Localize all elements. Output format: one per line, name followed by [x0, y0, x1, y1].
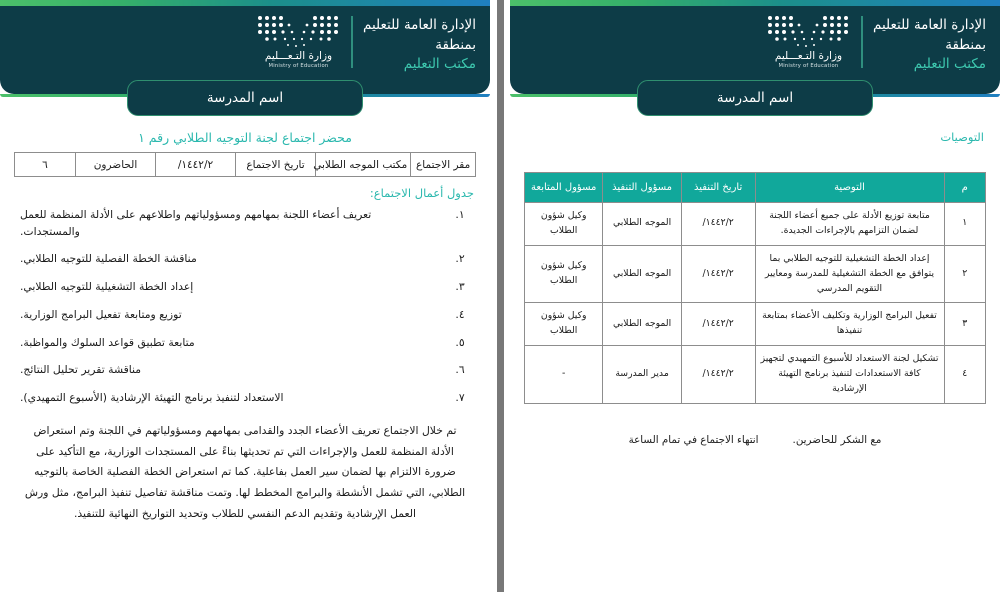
cell-date: ١٤٤٢/٢/ [681, 303, 755, 346]
department-line-1: الإدارة العامة للتعليم [872, 17, 986, 33]
list-item [20, 279, 472, 296]
cell-date: ١٤٤٢/٢/ [681, 203, 755, 246]
education-office-label: مكتب التعليم [913, 56, 986, 73]
footer-end-time: انتهاء الاجتماع في تمام الساعة [628, 433, 759, 446]
cell-recommendation: متابعة توزيع الأدلة على جميع أعضاء اللجنة لضمان التزامهم بالإجراءات الجديدة. [755, 203, 944, 246]
department-block [873, 10, 986, 75]
agenda-item-text: الاستعداد لتنفيذ برنامج التهيئة الإرشادية (الأسبوع التمهيدي). [20, 391, 284, 405]
cell-recommendation: إعداد الخطة التشغيلية للتوجيه الطلابي بما يتوافق مع الخطة التشغيلية للمدرسة ومعايير التقويم المدرسي [755, 245, 944, 303]
agenda-item-number: ٦. [455, 363, 465, 377]
recommendations-table [524, 172, 986, 404]
logo-wordmark-arabic: وزارة التـعـــليم [264, 50, 333, 62]
column-header-date: تاريخ التنفيذ [681, 173, 755, 203]
cell-follower: وكيل شؤون الطلاب [525, 245, 603, 303]
cell-number: ٣ [944, 303, 985, 346]
agenda-item-number: ٤. [455, 307, 465, 321]
logo-wordmark-arabic: وزارة التـعـــليم [774, 50, 843, 62]
document-page-minutes [0, 0, 490, 592]
logo-wordmark-english: Ministry of Education [268, 63, 329, 69]
label-attendees: الحاضرون [76, 153, 156, 177]
cell-executor: الموجه الطلابي [603, 203, 681, 246]
logo-wordmark-english: Ministry of Education [778, 63, 839, 69]
header-accent-bar [510, 0, 1000, 6]
table-row [525, 346, 986, 404]
agenda-item-text: مناقشة الخطة الفصلية للتوجيه الطلابي. [20, 252, 197, 266]
column-header-number: م [944, 173, 985, 203]
cell-executor: الموجه الطلابي [603, 303, 681, 346]
page-body-right [0, 94, 490, 524]
agenda-item-number: ١. [455, 208, 465, 221]
page-divider-bar [497, 0, 504, 592]
recommendations-heading: التوصيات [940, 130, 984, 144]
ministry-logo [255, 10, 341, 69]
page-header-left [510, 0, 1000, 106]
ministry-logo-dots-icon [766, 14, 850, 48]
table-row [15, 153, 476, 177]
page-header-right [0, 0, 490, 106]
cell-executor: مدير المدرسة [603, 346, 681, 404]
ministry-logo-dots-icon [256, 14, 340, 48]
agenda-item-number: ٥. [455, 335, 465, 349]
value-meeting-location: مكتب الموجه الطلابي [316, 153, 411, 177]
agenda-list [20, 207, 472, 407]
department-block [363, 10, 476, 75]
footer-thanks: مع الشكر للحاضرين. [792, 433, 882, 446]
page-title: محضر اجتماع لجنة التوجيه الطلابي رقم ١ [138, 130, 352, 145]
cell-follower: وكيل شؤون الطلاب [525, 303, 603, 346]
department-line-1: الإدارة العامة للتعليم [362, 17, 476, 33]
list-item [20, 335, 472, 352]
table-row [525, 203, 986, 246]
cell-executor: الموجه الطلابي [603, 245, 681, 303]
logo-divider-rule [351, 16, 353, 68]
column-header-executor: مسؤول التنفيذ [603, 173, 681, 203]
list-item [20, 251, 472, 268]
document-page-recommendations [510, 0, 1000, 592]
value-attendees: ٦ [15, 153, 76, 177]
cell-recommendation: تشكيل لجنة الاستعداد للأسبوع التمهيدي لتجهيز كافة الاستعدادات لتنفيذ برنامج التهيئة الإرشادية [755, 346, 944, 404]
cell-follower: - [525, 346, 603, 404]
logo-divider-rule [861, 16, 863, 68]
label-meeting-location: مقر الاجتماع [411, 153, 476, 177]
ministry-logo [765, 10, 851, 69]
cell-follower: وكيل شؤون الطلاب [525, 203, 603, 246]
agenda-item-number: ٧. [455, 391, 465, 405]
table-row [525, 303, 986, 346]
agenda-item-text: تعريف أعضاء اللجنة بمهامهم ومسؤولياتهم واطلاعهم على الأدلة المنظمة للعمل والمستجدات. [20, 208, 372, 238]
meeting-summary-paragraph: تم خلال الاجتماع تعريف الأعضاء الجدد والقدامى بمهامهم ومسؤولياتهم في اللجنة وتم استعراض الأدلة المنظمة للعمل والإجراءات التي تم تحديثها بناءً على المستجدات الوزارية، مع التأكيد على ضرورة الالتزام بها لضمان سير العمل بفاعلية. كما تم استعراض الخطة الفصلية الخاصة بالتوجيه الطلابي، التي تشمل الأنشطة والبرامج المخطط لها. وتمت مناقشة تفاصيل تنفيذ البرامج، مثل ورش العمل الإرشادية وتقديم الدعم النفسي للطلاب وتحديد التواريخ النهائية للتنفيذ. [24, 423, 466, 520]
list-item [20, 390, 472, 407]
agenda-item-text: متابعة تطبيق قواعد السلوك والمواظبة. [20, 335, 195, 349]
cell-date: ١٤٤٢/٢/ [681, 245, 755, 303]
meeting-footer [544, 434, 966, 446]
list-item [20, 362, 472, 379]
column-header-follower: مسؤول المتابعة [525, 173, 603, 203]
list-item [20, 307, 472, 324]
cell-recommendation: تفعيل البرامج الوزارية وتكليف الأعضاء بمتابعة تنفيذها [755, 303, 944, 346]
department-line-2: بمنطقة [945, 36, 986, 53]
agenda-item-text: إعداد الخطة التشغيلية للتوجيه الطلابي. [20, 280, 194, 294]
agenda-item-text: توزيع ومتابعة تفعيل البرامج الوزارية. [20, 307, 182, 321]
value-meeting-date: ١٤٤٢/٢/ [156, 153, 236, 177]
agenda-item-number: ٣. [455, 280, 465, 294]
cell-number: ٤ [944, 346, 985, 404]
agenda-heading: جدول أعمال الاجتماع: [369, 186, 474, 200]
table-row [525, 245, 986, 303]
meeting-info-table [14, 152, 476, 177]
cell-date: ١٤٤٢/٢/ [681, 346, 755, 404]
column-header-recommendation: التوصية [755, 173, 944, 203]
page-separator [490, 0, 510, 592]
page-body-left [510, 94, 1000, 446]
agenda-item-text: مناقشة تقرير تحليل النتائج. [20, 363, 142, 377]
cell-number: ١ [944, 203, 985, 246]
agenda-item-number: ٢. [455, 252, 465, 266]
cell-number: ٢ [944, 245, 985, 303]
label-meeting-date: تاريخ الاجتماع [236, 153, 316, 177]
recommendations-table-header-row [525, 173, 986, 203]
header-accent-bar [0, 0, 490, 6]
education-office-label: مكتب التعليم [403, 56, 476, 73]
list-item [20, 207, 472, 240]
department-line-2: بمنطقة [435, 36, 476, 53]
school-name-badge: اسم المدرسة [637, 80, 873, 116]
school-name-badge: اسم المدرسة [127, 80, 363, 116]
